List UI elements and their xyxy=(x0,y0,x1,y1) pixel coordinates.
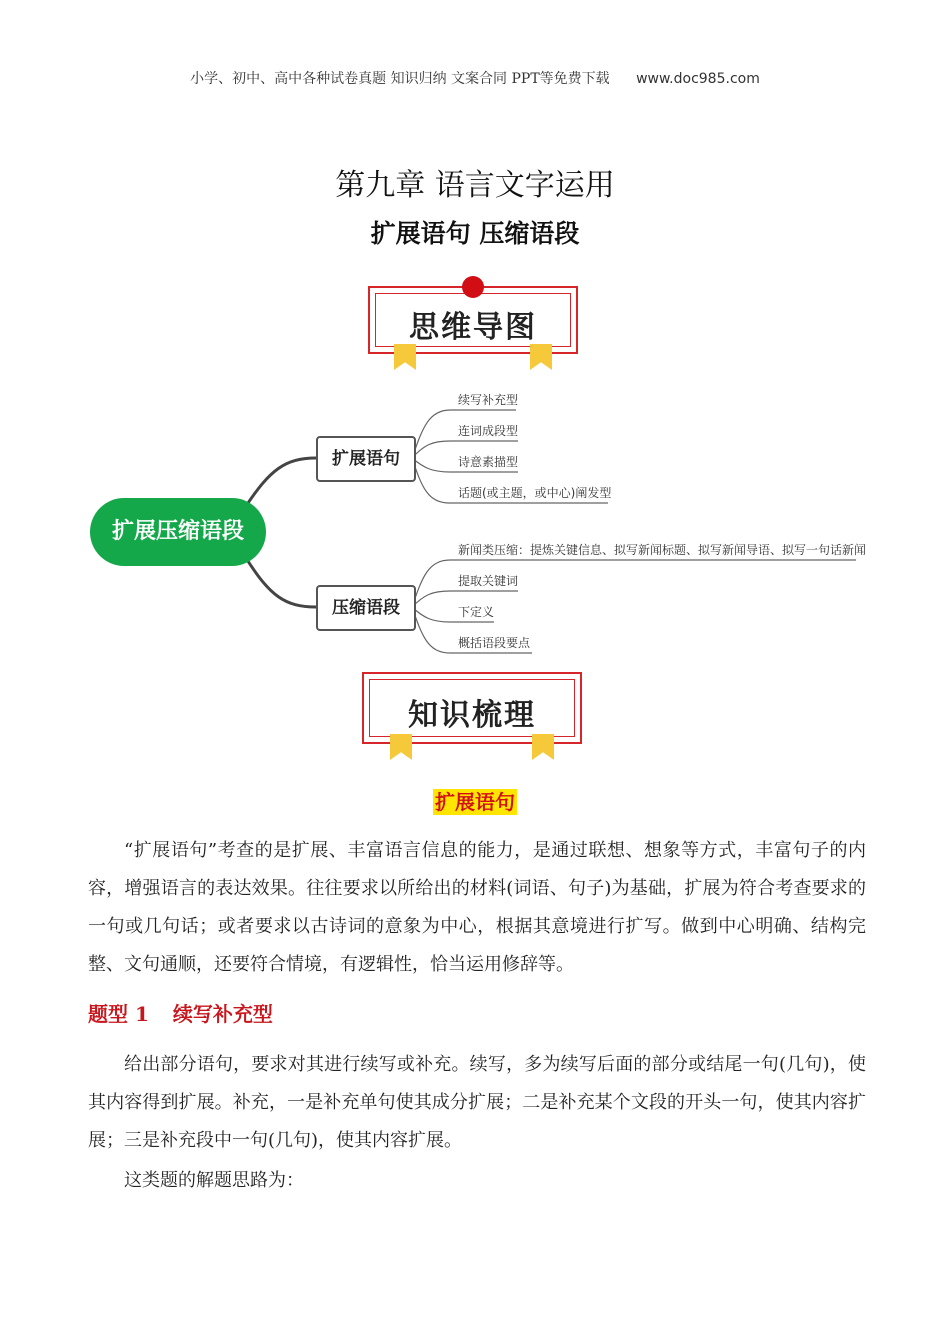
question-type-description: 给出部分语句，要求对其进行续写或补充。续写，多为续写后面的部分或结尾一句(几句)，使其内容得到扩展。补充，一是补充单句使其成分扩展；二是补充某个文段的开头一句，使其内容扩展；三是补充段中一句(几句)，使其内容扩展。 xyxy=(88,1054,866,1151)
mindmap-leaf: 新闻类压缩：提炼关键信息、拟写新闻标题、拟写新闻导语、拟写一句话新闻 xyxy=(458,543,867,557)
section-intro: “扩展语句”考查的是扩展、丰富语言信息的能力，是通过联想、想象等方式，丰富句子的内容，增强语言的表达效果。往往要求以所给出的材料(词语、句子)为基础，扩展为符合考查要求的一句或几句话；或者要求以古诗词的意象为中心，根据其意境进行扩写。做到中心明确、结构完整、文句通顺，还要符合情境，有逻辑性，恰当运用修辞等。 xyxy=(88,840,866,975)
header-text: 小学、初中、高中各种试卷真题 知识归纳 文案合同 PPT等免费下载 xyxy=(190,71,610,87)
mindmap-leaf: 连词成段型 xyxy=(458,424,519,438)
question-type-name: 续写补充型 xyxy=(172,1002,273,1026)
section-heading-text: 扩展语句 xyxy=(435,790,515,814)
mindmap-leaf: 下定义 xyxy=(458,605,495,619)
question-type-title xyxy=(88,998,273,1027)
connector-root-branch1 xyxy=(246,458,316,506)
mindmap-root: 扩展压缩语段 xyxy=(90,498,266,566)
mindmap-leaf: 诗意素描型 xyxy=(458,455,519,469)
knowledge-banner xyxy=(362,672,582,744)
mindmap-branch-compress: 压缩语段 xyxy=(316,585,416,631)
mindmap-leaf: 续写补充型 xyxy=(458,393,519,407)
banner-title: 知识梳理 xyxy=(408,698,536,733)
chapter-subtitle: 扩展语句 压缩语段 xyxy=(370,219,580,248)
connector-root-branch2 xyxy=(246,558,316,607)
question-type-label: 题型 1 xyxy=(88,1002,149,1026)
chapter-title: 第九章 语言文字运用 xyxy=(335,168,615,203)
section-heading xyxy=(0,786,950,815)
banner-title: 思维导图 xyxy=(409,310,537,345)
mindmap-branch-expand: 扩展语句 xyxy=(316,436,416,482)
question-type-approach: 这类题的解题思路为： xyxy=(124,1170,304,1191)
mindmap-leaf: 提取关键词 xyxy=(458,574,519,588)
header-url[interactable]: www.doc985.com xyxy=(636,71,760,87)
mindmap-leaf: 概括语段要点 xyxy=(458,636,531,650)
mindmap-leaf: 话题(或主题，或中心)阐发型 xyxy=(458,486,612,500)
